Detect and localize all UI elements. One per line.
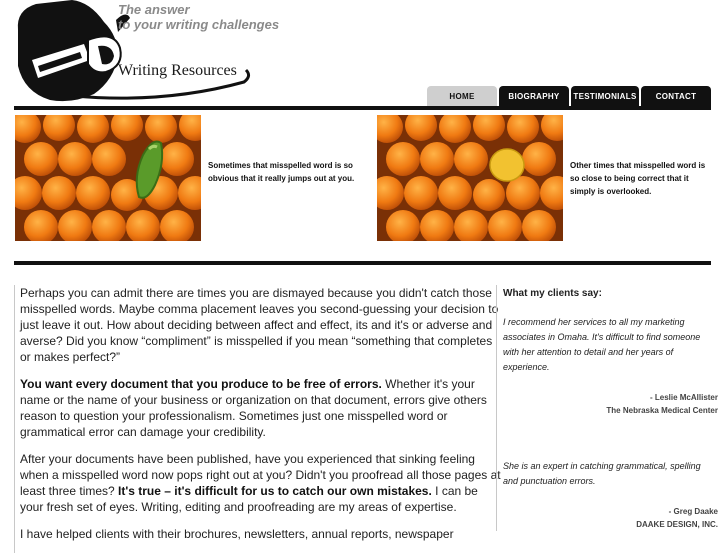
- main-content: [14, 285, 502, 553]
- testimonial-attribution: - Leslie McAllister The Nebraska Medical Center: [606, 393, 718, 415]
- brand-name[interactable]: Writing Resources: [118, 62, 237, 79]
- ink-bottle-icon: [18, 0, 130, 101]
- banner-rule: [14, 261, 711, 265]
- nav-testimonials[interactable]: TESTIMONIALS: [571, 86, 639, 106]
- oranges-pickle-image: [15, 115, 201, 241]
- errors-paragraph: You want every document that you produce to be free of errors. Whether it's your name or the name of your business or organization on that document, errors give others reason to question your professionalism. Sometimes just one misspelled word or grammatical error can damage your credibility.: [20, 377, 487, 439]
- nav-contact[interactable]: CONTACT: [641, 86, 711, 106]
- right-banner-caption: Other times that misspelled word is so close to being correct that it simply is overlooked.: [570, 161, 706, 196]
- proofreading-paragraph: After your documents have been published, have you experienced that sinking feeling when a misspelled word now pops right out at you? Didn't you proofread all those pages at least three times? It's true – it's difficult for us to catch our own mistakes. I can be your fresh set of eyes. Writing, editing and proofreading are my areas of expertise.: [20, 452, 501, 514]
- tagline: The answer to your writing challenges: [118, 2, 280, 32]
- testimonial-quote: I recommend her services to all my marketing associates in Omaha. It's difficult to find someone with her attention to detail and her years of experience.: [503, 317, 701, 372]
- testimonial-attribution: - Greg Daake DAAKE DESIGN, INC.: [636, 507, 718, 529]
- clients-paragraph: I have helped clients with their brochures, newsletters, annual reports, newspaper: [20, 527, 454, 541]
- left-banner-caption: Sometimes that misspelled word is so obvious that it really jumps out at you.: [208, 161, 355, 183]
- header-rule: [14, 106, 711, 110]
- nav-home[interactable]: HOME: [427, 86, 497, 106]
- intro-paragraph: Perhaps you can admit there are times you are dismayed because you didn't catch those misspelled words. Maybe comma placement leaves you second-guessing your decision to just leave it out. How about deciding between affect and effect, its and it's or adverse and averse? Did you know “compliment” is misspelled if you mean “something that completes or makes perfect?”: [20, 286, 499, 364]
- testimonial-quote: She is an expert in catching grammatical, spelling and punctuation errors.: [503, 461, 701, 486]
- sidebar-heading: What my clients say:: [503, 288, 602, 299]
- nav-biography[interactable]: BIOGRAPHY: [499, 86, 569, 106]
- oranges-pickle-art: [15, 115, 201, 241]
- oranges-lemon-image: [377, 115, 563, 241]
- testimonials-sidebar: [496, 285, 718, 531]
- oranges-lemon-art: [377, 115, 563, 241]
- main-nav: [427, 86, 711, 106]
